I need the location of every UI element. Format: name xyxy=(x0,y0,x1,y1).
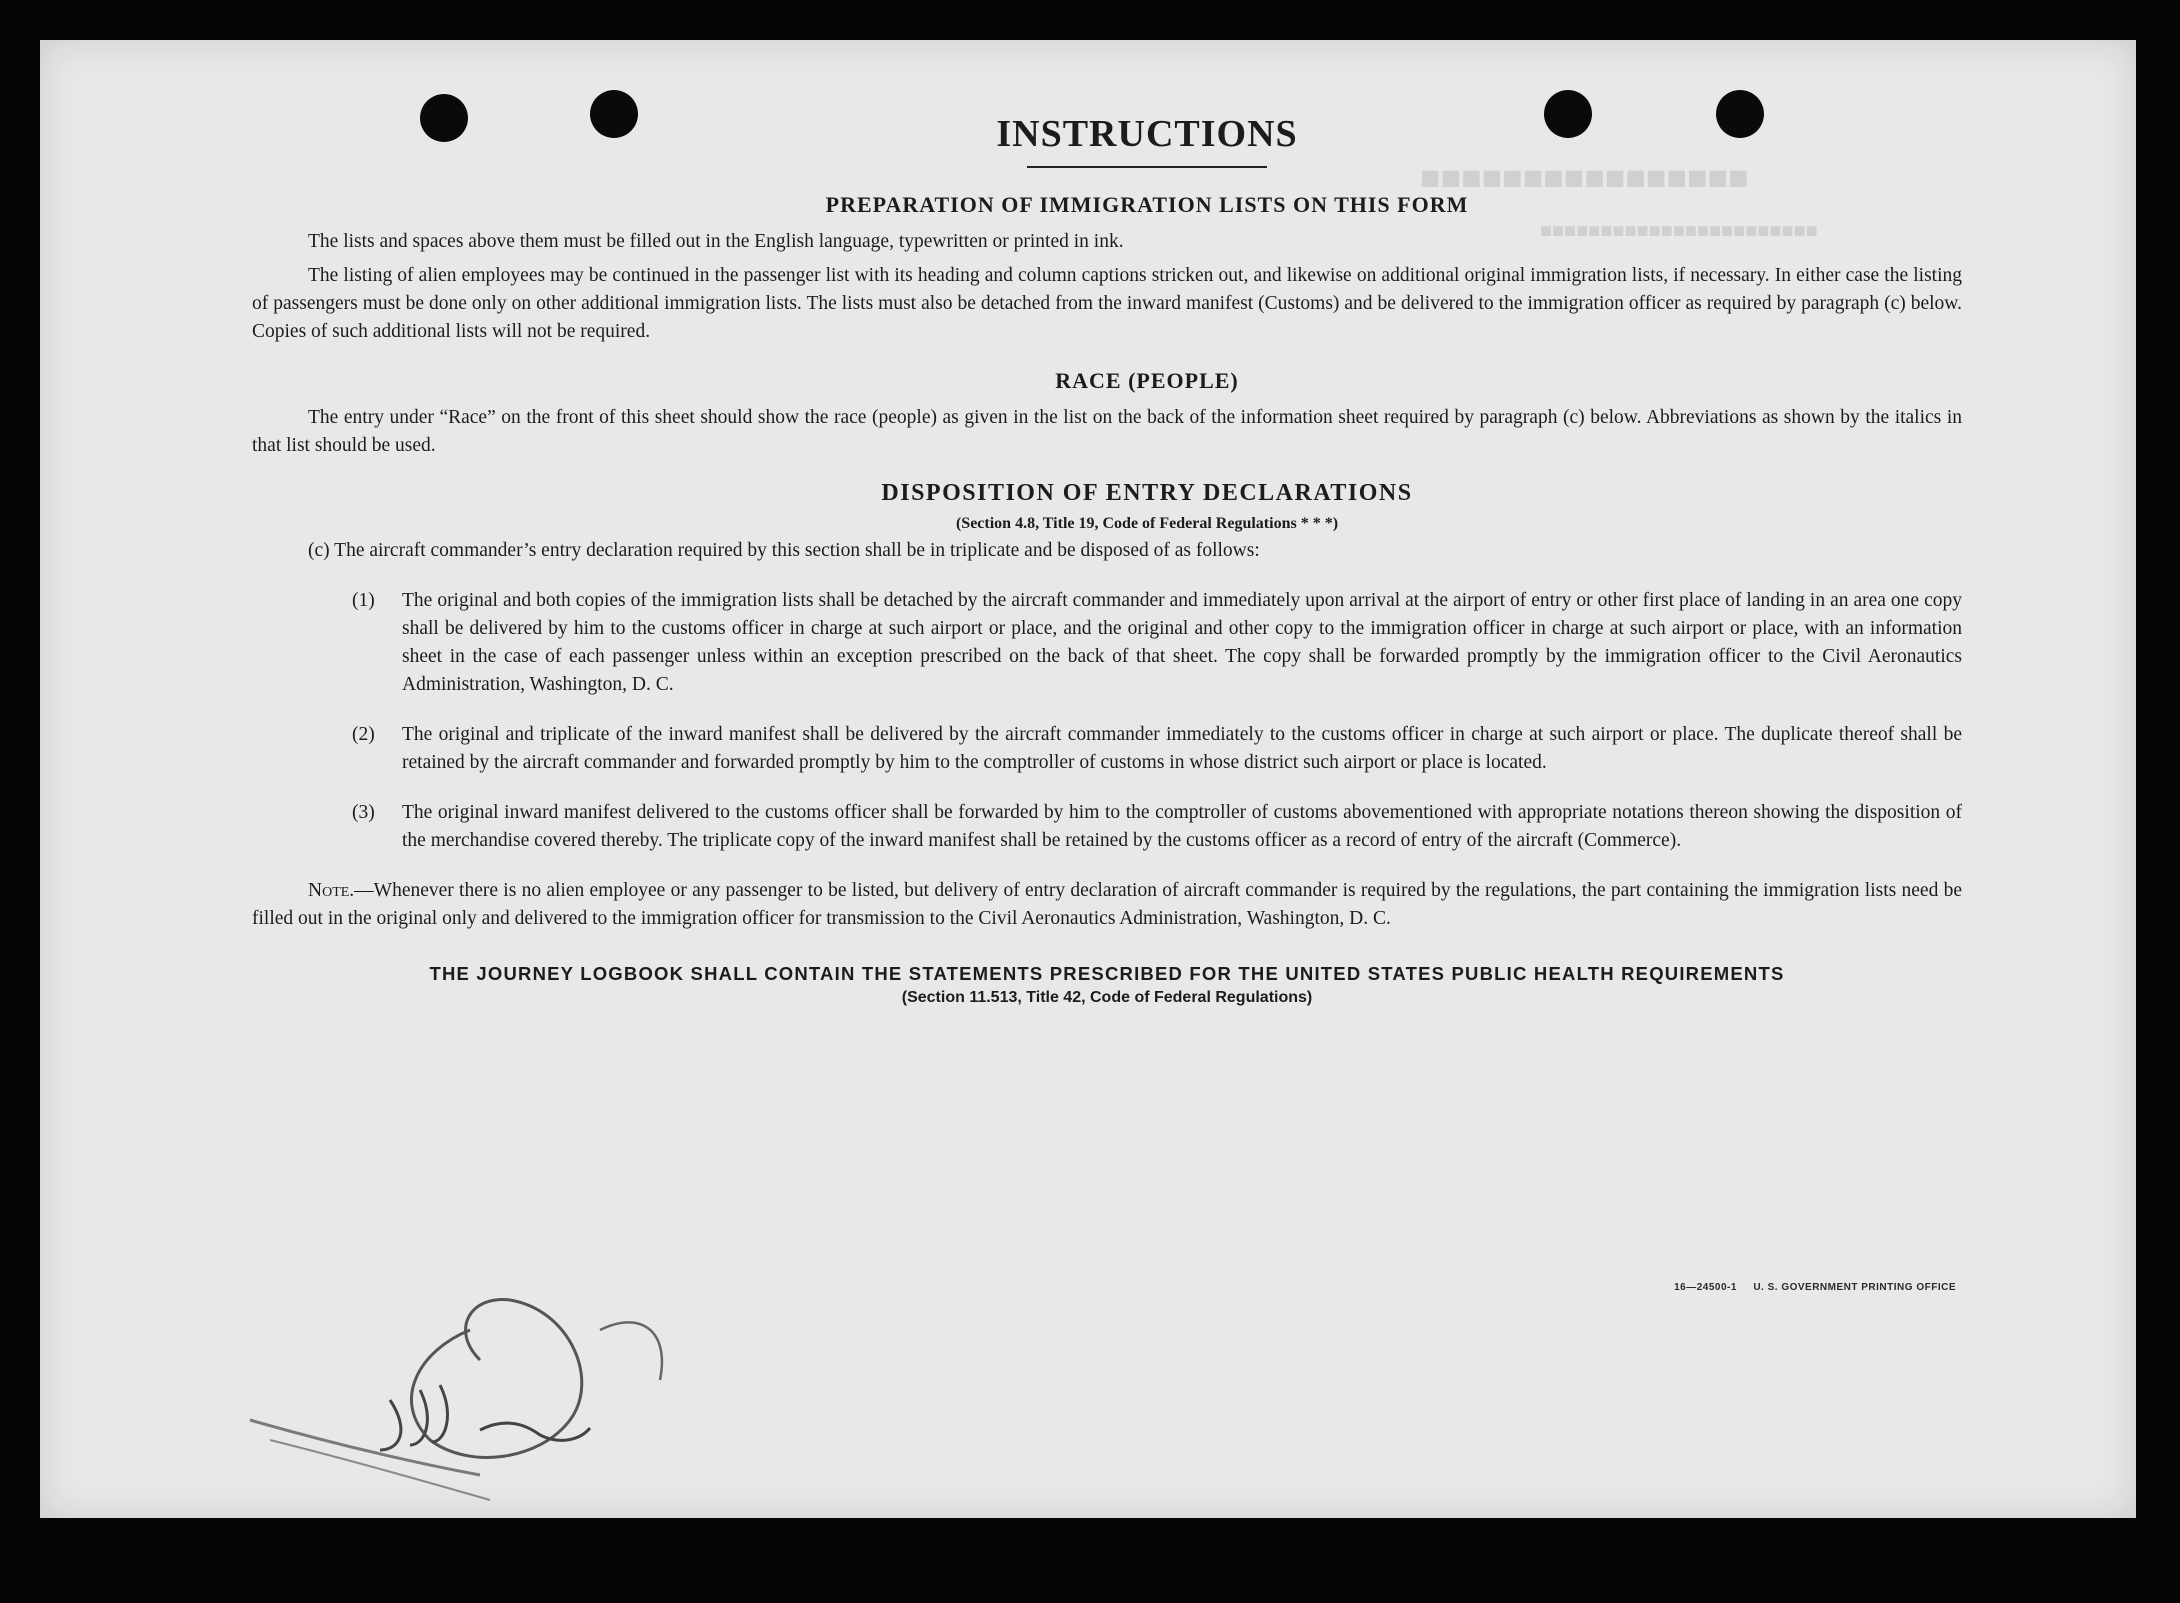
disposition-heading: DISPOSITION OF ENTRY DECLARATIONS xyxy=(881,480,1413,506)
title-underline xyxy=(1027,166,1267,168)
item-number: (1) xyxy=(352,590,375,611)
note-text: —Whenever there is no alien employee or any passenger to be listed, but delivery of entry declaration of aircraft commander is required by the regulations, the part containing the immigration lists need be filled out in the original only and delivered to the immigration officer for transmission to the Civil Aeronautics Administration, Washington, D. C. xyxy=(252,880,1962,929)
page-title: INSTRUCTIONS xyxy=(996,113,1298,155)
disposition-item xyxy=(252,721,1962,777)
document-page xyxy=(40,40,2136,1518)
disposition-intro: (c) The aircraft commander’s entry declaration required by this section shall be in triplicate and be disposed of as follows: xyxy=(308,540,1260,561)
bleed-through-texture: ■■■■■■■■■■■■■■■■ xyxy=(1420,160,1749,197)
form-number: 16—24500-1 xyxy=(1674,1282,1737,1293)
race-paragraph: The entry under “Race” on the front of this sheet should show the race (people) as given in the list on the back of the information sheet required by paragraph (c) below. Abbreviations as shown by the italics in that list should be used. xyxy=(252,407,1962,456)
instructions-content xyxy=(252,112,1962,1007)
item-number: (3) xyxy=(352,802,375,823)
preparation-paragraph-1: The lists and spaces above them must be filled out in the English language, typewritten or printed in ink. xyxy=(308,231,1124,252)
note-paragraph xyxy=(252,877,1962,933)
race-heading: RACE (PEOPLE) xyxy=(1055,368,1239,393)
preparation-heading: PREPARATION OF IMMIGRATION LISTS ON THIS FORM xyxy=(825,192,1469,217)
disposition-item xyxy=(252,587,1962,699)
printer-name: U. S. GOVERNMENT PRINTING OFFICE xyxy=(1753,1282,1956,1293)
item-text: The original and triplicate of the inward manifest shall be delivered by the aircraft commander immediately to the customs officer in charge at such airport or place. The duplicate thereof shall be retained by the aircraft commander and forwarded promptly by him to the comptroller of customs in whose district such airport or place is located. xyxy=(402,724,1962,773)
printing-office-imprint xyxy=(1674,1282,1956,1293)
item-text: The original and both copies of the immigration lists shall be detached by the aircraft commander and immediately upon arrival at the airport of entry or other first place of landing in an area one copy shall be delivered by him to the customs officer in charge at such airport or place, and the original and other copy to the immigration officer in charge at such airport or place, with an information sheet in the case of each passenger unless within an exception prescribed on the back of that sheet. The copy shall be forwarded promptly by the immigration officer to the Civil Aeronautics Administration, Washington, D. C. xyxy=(402,590,1962,695)
handwritten-signature xyxy=(240,1270,760,1518)
health-citation: (Section 11.513, Title 42, Code of Federal Regulations) xyxy=(901,989,1313,1006)
item-number: (2) xyxy=(352,724,375,745)
item-text: The original inward manifest delivered to the customs officer shall be forwarded by him to the comptroller of customs abovementioned with appropriate notations thereon showing the disposition of the merchandise covered thereby. The triplicate copy of the inward manifest shall be retained by the customs officer as a record of entry of the aircraft (Commerce). xyxy=(402,802,1962,851)
health-statement: THE JOURNEY LOGBOOK SHALL CONTAIN THE STATEMENTS PRESCRIBED FOR THE UNITED STATES PUBLIC HEALTH REQUIREMENTS xyxy=(429,963,1785,984)
note-label: Note. xyxy=(308,880,355,901)
disposition-item xyxy=(252,799,1962,855)
bleed-through-texture: ■■■■■■■■■■■■■■■■■■■■■■■ xyxy=(1540,220,1818,242)
disposition-citation: (Section 4.8, Title 19, Code of Federal Regulations * * *) xyxy=(955,515,1339,532)
preparation-paragraph-2: The listing of alien employees may be continued in the passenger list with its heading and column captions stricken out, and likewise on additional original immigration lists, if necessary. In either case the listing of passengers must be done only on other additional immigration lists. The lists must also be detached from the inward manifest (Customs) and be delivered to the immigration officer as required by paragraph (c) below. Copies of such additional lists will not be required. xyxy=(252,265,1962,342)
